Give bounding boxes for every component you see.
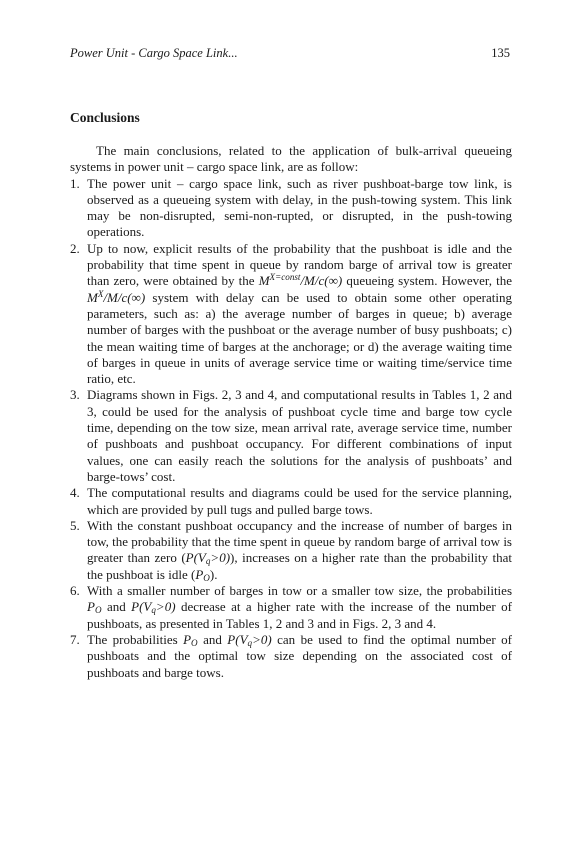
item-text: ). (209, 566, 218, 582)
formula-batch-queue: $M^X/M/c(\infty)$ (87, 288, 146, 305)
formula-idle-probability: $P_O$ (195, 566, 210, 583)
page-number: 135 (491, 46, 510, 60)
item-number: 1. (70, 175, 80, 191)
item-text: Up to now, explicit results of the probability that the pushboat is idle and the probability that time spent in queue by random barge of arrival tow is greater than zero, were obtained by the (87, 240, 512, 289)
conclusion-item-6 (70, 583, 512, 632)
conclusion-item-1 (70, 176, 512, 241)
conclusion-item-3 (70, 387, 512, 485)
formula-queue-probability: $P(V_q>0)$ (131, 599, 176, 616)
conclusion-item-4 (70, 485, 512, 518)
conclusions-list (70, 176, 512, 681)
item-number: 5. (70, 517, 80, 533)
item-text: Diagrams shown in Figs. 2, 3 and 4, and computational results in Tables 1, 2 and 3, could be used for the analysis of pushboat cycle time and barge tow cycle time, depending on the tow size, mean arrival rate, average service time, number of pushboats and pushboat occupancy. For different combinations of input values, one can easily reach the solutions for the analysis of pushboats’ and barge-tows’ cost. (87, 387, 512, 484)
item-text: The probabilities (87, 631, 184, 647)
item-text: The power unit – cargo space link, such as river pushboat-barge tow link, is observed as a queueing system with delay, in the push-towing system. This link may be non-disrupted, semi-non-rupted, or disrupted, in the push-towing operations. (87, 175, 512, 240)
item-text: The computational results and diagrams could be used for the service planning, which are provided by pull tugs and pulled barge tows. (87, 485, 512, 517)
item-text: ), increases on a higher rate than the probability that the pushboat is idle ( (87, 550, 512, 582)
intro-paragraph: The main conclusions, related to the application of bulk-arrival queueing systems in power unit – cargo space link, are as follow: (70, 143, 512, 175)
item-text: decrease at a higher rate with the increase of the number of pushboats, as presented in Tables 1, 2 and 3 and in Figs. 2, 3 and 4. (87, 599, 512, 631)
running-title: Power Unit - Cargo Space Link... (70, 46, 238, 60)
item-text: With a smaller number of barges in tow or a smaller tow size, the probabilities (87, 583, 512, 599)
item-number: 7. (70, 631, 80, 647)
formula-batch-const-queue: $M^{X=const}/M/c(\infty)$ (258, 272, 343, 289)
item-text: queueing system. However, the (342, 273, 512, 289)
item-text: and (101, 599, 132, 615)
item-number: 6. (70, 583, 80, 599)
formula-idle-probability: $P_O$ (87, 599, 102, 616)
section-heading: Conclusions (70, 110, 140, 125)
running-header (70, 46, 510, 64)
formula-idle-probability: $P_O$ (183, 631, 198, 648)
item-text: system with delay can be used to obtain some other operating parameters, such as: a) the average number of barges in queue; b) average number of barges with the pushboat or the average number of busy pushboats; c) the mean waiting time of barges at the anchorage; or d) the average waiting time of barges in queue in units of average service time or waiting time/service time ratio, etc. (87, 289, 512, 387)
section-body (70, 143, 512, 681)
item-number: 3. (70, 387, 80, 403)
conclusion-item-2 (70, 241, 512, 388)
formula-queue-probability: $P(V_q>0)$ (185, 550, 231, 567)
item-number: 2. (70, 240, 80, 256)
item-text: With the constant pushboat occupancy and the increase of number of barges in tow, the probability that the time spent in queue by random barge of arrival tow is greater than zero ( (87, 517, 512, 566)
conclusion-item-7 (70, 632, 512, 681)
item-text: can be used to find the optimal number of pushboats and the optimal tow size depending on the associated cost of pushboats and barge tows. (87, 631, 512, 680)
formula-queue-probability: $P(V_q>0)$ (227, 631, 272, 648)
item-text: and (197, 631, 228, 647)
conclusion-item-5 (70, 518, 512, 583)
item-number: 4. (70, 485, 80, 501)
